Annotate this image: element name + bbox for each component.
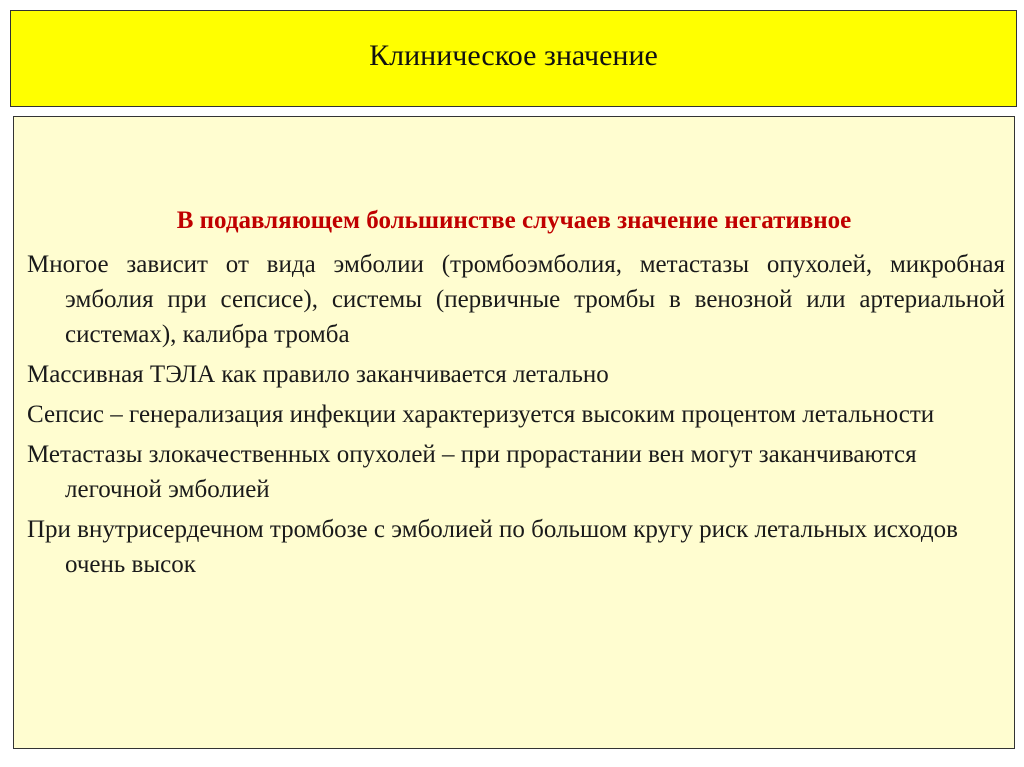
- slide-title: Клиническое значение: [369, 38, 658, 72]
- slide-subtitle: В подавляющем большинстве случаев значение негативное: [176, 207, 852, 234]
- list-item: Сепсис – генерализация инфекции характеризуется высоким процентом летальности: [27, 401, 935, 428]
- list-item: Массивная ТЭЛА как правило заканчивается летально: [27, 361, 609, 388]
- content-box: [13, 116, 1015, 749]
- list-item: Многое зависит от вида эмболии (тромбоэмболия, метастазы опухолей, микробная эмболия при сепсисе), системы (первичные тромбы в венозной или артериальной системах), калибра тромба: [27, 251, 1005, 348]
- list-item: Метастазы злокачественных опухолей – при прорастании вен могут заканчиваются легочной эмболией: [27, 441, 917, 503]
- list-item: При внутрисердечном тромбозе с эмболией по большом кругу риск летальных исходов очень высок: [27, 516, 958, 578]
- title-box: [10, 10, 1017, 107]
- bullet-list: [27, 247, 1005, 587]
